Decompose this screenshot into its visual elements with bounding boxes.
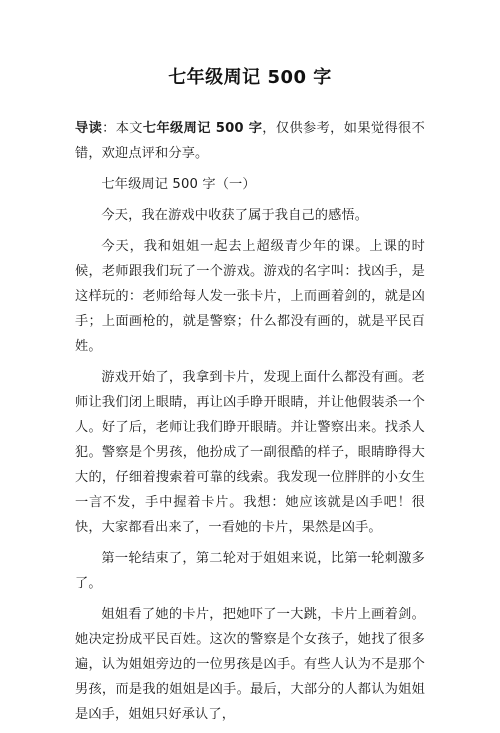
paragraph-1: 今天，我在游戏中收获了属于我自己的感悟。	[101, 208, 369, 223]
paragraph-4: 第一轮结束了，第二轮对于姐姐来说，比第一轮刺激多了。	[75, 551, 425, 591]
article-body	[75, 116, 425, 733]
section-subheading: 七年级周记 500 字（一）	[101, 177, 256, 192]
page-title: 七年级周记 500 字	[168, 67, 332, 88]
lead-text-before: 本文	[115, 121, 143, 136]
lead-text-after: ，仅供参考，如果觉得很不错，欢迎点评和分享。	[75, 121, 425, 161]
lead-colon: ：	[102, 121, 116, 136]
paragraph-5: 姐姐看了她的卡片，把她吓了一大跳，卡片上画着剑。她决定扮成平民百姓。这次的警察是个女孩子，她找了很多遍，认为姐姐旁边的一位男孩是凶手。有些人认为不是那个男孩，而是我的姐姐是凶手。最后，大部分的人都认为姐姐是凶手，姐姐只好承认了，	[75, 607, 425, 722]
lead-label: 导读	[75, 121, 103, 136]
lead-paragraph	[75, 116, 425, 166]
lead-bold-title: 七年级周记 500 字	[142, 121, 263, 136]
paragraph-2: 今天，我和姐姐一起去上超级青少年的课。上课的时候，老师跟我们玩了一个游戏。游戏的名字叫：找凶手，是这样玩的：老师给每人发一张卡片，上而画着剑的，就是凶手；上面画枪的，就是警察；什么都没有画的，就是平民百姓。	[75, 239, 425, 354]
paragraph-3: 游戏开始了，我拿到卡片，发现上面什么都没有画。老师让我们闭上眼睛，再让凶手睁开眼睛，并让他假装杀一个人。好了后，老师让我们睁开眼睛。并让警察出来。找杀人犯。警察是个男孩，他扮成了一副很酷的样子，眼睛睁得大大的，仔细着搜索着可靠的线索。我发现一位胖胖的小女生一言不发，手中握着卡片。我想：她应该就是凶手吧！很快，大家都看出来了，一看她的卡片，果然是凶手。	[75, 370, 425, 535]
